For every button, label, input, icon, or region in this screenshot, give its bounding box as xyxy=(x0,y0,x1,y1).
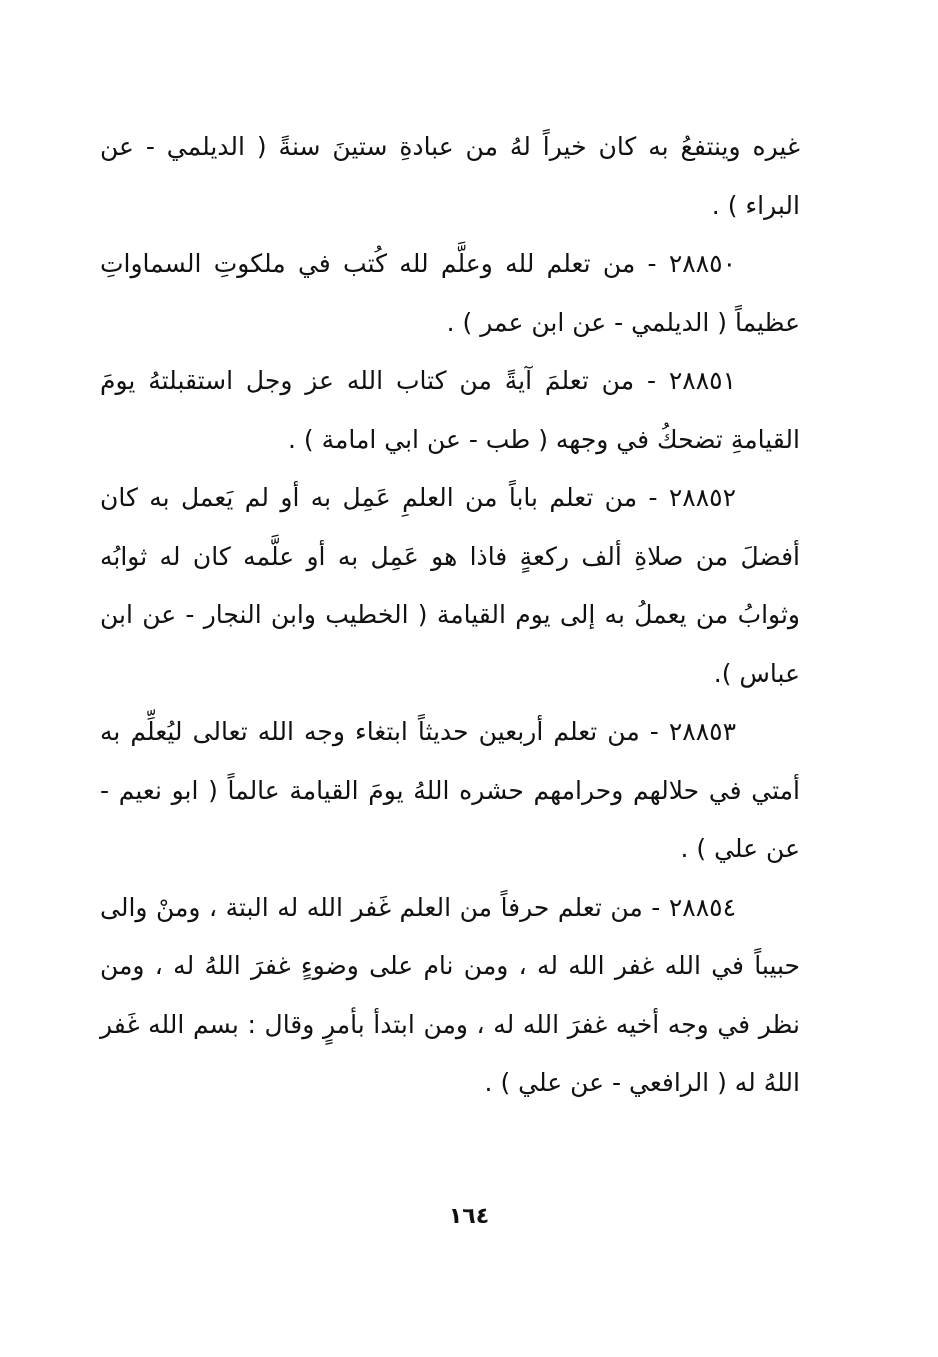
page-number: ١٦٤ xyxy=(448,1204,490,1229)
hadith-28852: ٢٨٨٥٢ - من تعلم باباً من العلمِ عَمِل به أو لم يَعمل به كان أفضلَ من صلاةِ ألف ركعةٍ فاذا هو عَمِل به أو علَّمه كان له ثوابُه وثوابُ من يعملُ به إلى يوم القيامة ( الخطيب وابن النجار - عن ابن عباس ). xyxy=(100,483,800,688)
hadith-28850: ٢٨٨٥٠ - من تعلم لله وعلَّم لله كُتب في ملكوتِ السماواتِ عظيماً ( الديلمي - عن ابن عمر ) . xyxy=(100,249,800,337)
hadith-28854: ٢٨٨٥٤ - من تعلم حرفاً من العلم غَفر الله له البتة ، ومنْ والى حبيباً في الله غفر الله له ، ومن نام على وضوءٍ غفرَ اللهُ له ، ومن نظر في وجه أخيه غفرَ الله له ، ومن ابتدأ بأمرٍ وقال : بسم الله غَفر اللهُ له ( الرافعي - عن علي ) . xyxy=(100,892,800,1097)
hadith-28851: ٢٨٨٥١ - من تعلمَ آيةً من كتاب الله عز وجل استقبلتهُ يومَ القيامةِ تضحكُ في وجهه ( طب - عن ابي امامة ) . xyxy=(100,366,800,454)
paragraph-continuation: غيره وينتفعُ به كان خيراً لهُ من عبادةِ ستينَ سنةً ( الديلمي - عن البراء ) . xyxy=(100,132,800,220)
page-body-text xyxy=(100,118,800,1113)
hadith-28853: ٢٨٨٥٣ - من تعلم أربعين حديثاً ابتغاء وجه الله تعالى ليُعلِّم به أمتي في حلالهم وحرامهم حشره اللهُ يومَ القيامة عالماً ( ابو نعيم - عن علي ) . xyxy=(100,717,800,863)
